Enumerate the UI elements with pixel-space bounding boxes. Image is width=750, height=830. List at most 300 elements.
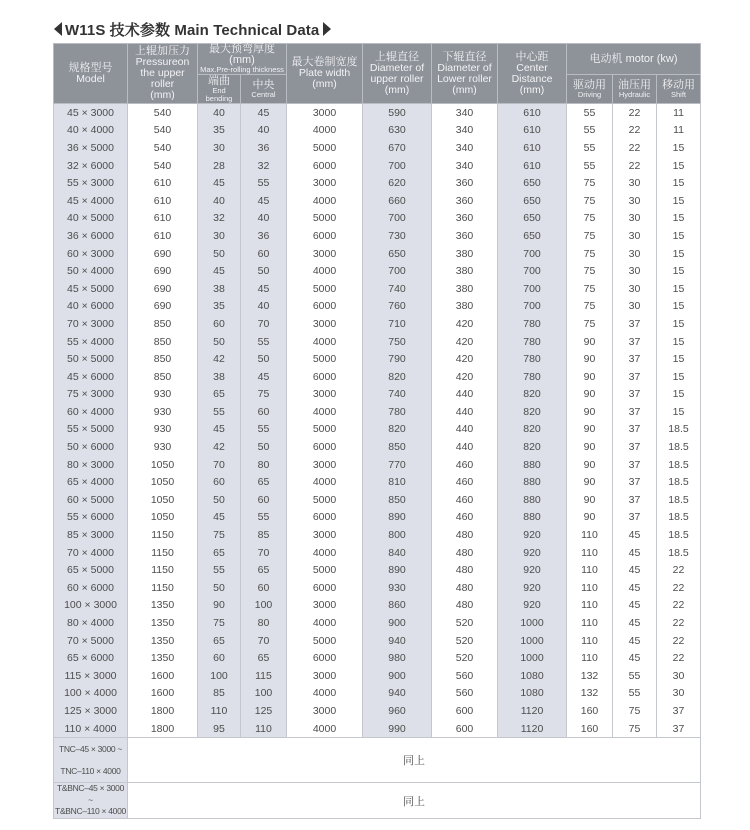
cell-plate-width: 3000 [287, 667, 363, 685]
cell-end-bending: 110 [198, 702, 241, 720]
cell-end-bending: 40 [198, 104, 241, 122]
cell-center-distance: 1000 [498, 614, 567, 632]
cell-pressure: 1600 [128, 685, 198, 703]
cell-end-bending: 60 [198, 473, 241, 491]
cell-central: 40 [241, 210, 287, 228]
cell-central: 110 [241, 720, 287, 738]
cell-central: 60 [241, 245, 287, 263]
cell-upper-diameter: 670 [363, 139, 432, 157]
cell-shift-motor: 18.5 [657, 491, 701, 509]
cell-pressure: 850 [128, 368, 198, 386]
cell-model: 40 × 4000 [54, 122, 128, 140]
cell-driving-motor: 90 [567, 456, 613, 474]
cell-model: 50 × 5000 [54, 350, 128, 368]
cell-lower-diameter: 440 [432, 421, 498, 439]
cell-model: 70 × 5000 [54, 632, 128, 650]
cell-driving-motor: 160 [567, 720, 613, 738]
cell-center-distance: 920 [498, 526, 567, 544]
cell-upper-diameter: 850 [363, 438, 432, 456]
cell-pressure: 930 [128, 438, 198, 456]
cell-pressure: 1350 [128, 614, 198, 632]
cell-shift-motor: 15 [657, 333, 701, 351]
cell-lower-diameter: 460 [432, 473, 498, 491]
cell-central: 40 [241, 298, 287, 316]
header-end-bending: 端曲 End bending [198, 75, 241, 104]
variant-model-to: T&BNC–110 × 4000 [55, 806, 126, 817]
cell-pressure: 1050 [128, 473, 198, 491]
cell-shift-motor: 15 [657, 403, 701, 421]
cell-model: 80 × 3000 [54, 456, 128, 474]
cell-center-distance: 920 [498, 561, 567, 579]
cell-center-distance: 650 [498, 174, 567, 192]
cell-central: 100 [241, 685, 287, 703]
cell-center-distance: 1000 [498, 649, 567, 667]
cell-upper-diameter: 820 [363, 368, 432, 386]
cell-model: 45 × 4000 [54, 192, 128, 210]
cell-pressure: 610 [128, 174, 198, 192]
cell-shift-motor: 37 [657, 720, 701, 738]
cell-center-distance: 920 [498, 597, 567, 615]
cell-model: 36 × 5000 [54, 139, 128, 157]
cell-shift-motor: 18.5 [657, 544, 701, 562]
cell-driving-motor: 110 [567, 649, 613, 667]
cell-central: 50 [241, 438, 287, 456]
table-row [54, 421, 701, 439]
cell-upper-diameter: 820 [363, 421, 432, 439]
cell-shift-motor: 11 [657, 104, 701, 122]
cell-lower-diameter: 480 [432, 579, 498, 597]
cell-shift-motor: 18.5 [657, 421, 701, 439]
cell-center-distance: 820 [498, 438, 567, 456]
cell-plate-width: 3000 [287, 702, 363, 720]
cell-upper-diameter: 940 [363, 632, 432, 650]
table-row [54, 350, 701, 368]
cell-plate-width: 5000 [287, 210, 363, 228]
technical-data-table [53, 43, 701, 819]
cell-upper-diameter: 990 [363, 720, 432, 738]
cell-center-distance: 610 [498, 157, 567, 175]
table-row [54, 210, 701, 228]
cell-end-bending: 75 [198, 614, 241, 632]
cell-shift-motor: 15 [657, 192, 701, 210]
cell-driving-motor: 55 [567, 122, 613, 140]
cell-central: 100 [241, 597, 287, 615]
cell-shift-motor: 18.5 [657, 473, 701, 491]
cell-upper-diameter: 840 [363, 544, 432, 562]
cell-end-bending: 60 [198, 315, 241, 333]
cell-upper-diameter: 930 [363, 579, 432, 597]
table-row [54, 685, 701, 703]
cell-center-distance: 880 [498, 473, 567, 491]
cell-driving-motor: 55 [567, 139, 613, 157]
cell-end-bending: 50 [198, 579, 241, 597]
cell-plate-width: 4000 [287, 333, 363, 351]
cell-pressure: 610 [128, 210, 198, 228]
cell-pressure: 1350 [128, 649, 198, 667]
table-row [54, 667, 701, 685]
cell-pressure: 540 [128, 139, 198, 157]
cell-pressure: 690 [128, 245, 198, 263]
cell-model: 40 × 6000 [54, 298, 128, 316]
table-row [54, 438, 701, 456]
cell-upper-diameter: 750 [363, 333, 432, 351]
cell-hydraulic-motor: 55 [613, 685, 657, 703]
variant-note: 同上 [128, 738, 701, 783]
triangle-left-icon [54, 22, 62, 36]
cell-upper-diameter: 780 [363, 403, 432, 421]
cell-driving-motor: 75 [567, 280, 613, 298]
cell-upper-diameter: 980 [363, 649, 432, 667]
cell-driving-motor: 90 [567, 438, 613, 456]
cell-lower-diameter: 520 [432, 632, 498, 650]
table-row [54, 192, 701, 210]
cell-model: 40 × 5000 [54, 210, 128, 228]
cell-pressure: 1350 [128, 632, 198, 650]
cell-model: 65 × 5000 [54, 561, 128, 579]
cell-plate-width: 6000 [287, 157, 363, 175]
cell-pressure: 610 [128, 192, 198, 210]
cell-lower-diameter: 480 [432, 544, 498, 562]
cell-central: 55 [241, 174, 287, 192]
cell-hydraulic-motor: 37 [613, 315, 657, 333]
cell-lower-diameter: 600 [432, 720, 498, 738]
cell-model: 45 × 5000 [54, 280, 128, 298]
cell-hydraulic-motor: 37 [613, 473, 657, 491]
cell-central: 65 [241, 561, 287, 579]
cell-upper-diameter: 630 [363, 122, 432, 140]
cell-upper-diameter: 850 [363, 491, 432, 509]
cell-hydraulic-motor: 37 [613, 403, 657, 421]
cell-central: 85 [241, 526, 287, 544]
cell-end-bending: 32 [198, 210, 241, 228]
cell-pressure: 540 [128, 122, 198, 140]
cell-central: 75 [241, 386, 287, 404]
cell-driving-motor: 110 [567, 579, 613, 597]
cell-end-bending: 45 [198, 509, 241, 527]
table-row [54, 368, 701, 386]
cell-plate-width: 6000 [287, 368, 363, 386]
cell-model: 125 × 3000 [54, 702, 128, 720]
cell-driving-motor: 132 [567, 667, 613, 685]
cell-model: 70 × 3000 [54, 315, 128, 333]
cell-lower-diameter: 480 [432, 526, 498, 544]
cell-upper-diameter: 730 [363, 227, 432, 245]
cell-hydraulic-motor: 30 [613, 227, 657, 245]
table-row [54, 298, 701, 316]
cell-end-bending: 38 [198, 280, 241, 298]
cell-end-bending: 60 [198, 649, 241, 667]
cell-driving-motor: 90 [567, 403, 613, 421]
cell-end-bending: 38 [198, 368, 241, 386]
cell-lower-diameter: 460 [432, 509, 498, 527]
cell-central: 80 [241, 456, 287, 474]
cell-shift-motor: 18.5 [657, 438, 701, 456]
cell-pressure: 850 [128, 333, 198, 351]
cell-model: 45 × 6000 [54, 368, 128, 386]
cell-central: 50 [241, 350, 287, 368]
cell-plate-width: 3000 [287, 104, 363, 122]
cell-center-distance: 880 [498, 509, 567, 527]
cell-plate-width: 5000 [287, 491, 363, 509]
cell-model: 60 × 5000 [54, 491, 128, 509]
cell-center-distance: 1080 [498, 667, 567, 685]
cell-hydraulic-motor: 75 [613, 702, 657, 720]
cell-lower-diameter: 340 [432, 104, 498, 122]
triangle-right-icon [323, 22, 331, 36]
variant-model-cell [54, 738, 128, 783]
cell-pressure: 1050 [128, 456, 198, 474]
cell-lower-diameter: 380 [432, 245, 498, 263]
cell-hydraulic-motor: 75 [613, 720, 657, 738]
cell-plate-width: 4000 [287, 473, 363, 491]
variant-row [54, 783, 701, 819]
cell-central: 70 [241, 544, 287, 562]
table-row [54, 227, 701, 245]
cell-model: 70 × 4000 [54, 544, 128, 562]
cell-hydraulic-motor: 22 [613, 122, 657, 140]
cell-plate-width: 6000 [287, 579, 363, 597]
cell-shift-motor: 18.5 [657, 456, 701, 474]
cell-driving-motor: 110 [567, 526, 613, 544]
cell-plate-width: 6000 [287, 227, 363, 245]
cell-shift-motor: 15 [657, 210, 701, 228]
table-row [54, 509, 701, 527]
cell-model: 55 × 3000 [54, 174, 128, 192]
cell-driving-motor: 75 [567, 298, 613, 316]
cell-lower-diameter: 600 [432, 702, 498, 720]
cell-end-bending: 90 [198, 597, 241, 615]
cell-hydraulic-motor: 30 [613, 192, 657, 210]
cell-center-distance: 880 [498, 456, 567, 474]
cell-plate-width: 5000 [287, 632, 363, 650]
cell-model: 65 × 6000 [54, 649, 128, 667]
cell-hydraulic-motor: 55 [613, 667, 657, 685]
cell-driving-motor: 160 [567, 702, 613, 720]
cell-central: 60 [241, 403, 287, 421]
cell-lower-diameter: 420 [432, 333, 498, 351]
cell-model: 110 × 4000 [54, 720, 128, 738]
cell-driving-motor: 132 [567, 685, 613, 703]
cell-plate-width: 3000 [287, 245, 363, 263]
cell-shift-motor: 22 [657, 632, 701, 650]
variant-row [54, 738, 701, 783]
cell-pressure: 540 [128, 157, 198, 175]
cell-central: 80 [241, 614, 287, 632]
table-row [54, 702, 701, 720]
cell-plate-width: 3000 [287, 456, 363, 474]
cell-pressure: 1600 [128, 667, 198, 685]
cell-upper-diameter: 770 [363, 456, 432, 474]
cell-hydraulic-motor: 30 [613, 280, 657, 298]
cell-driving-motor: 110 [567, 544, 613, 562]
cell-lower-diameter: 340 [432, 157, 498, 175]
cell-shift-motor: 22 [657, 614, 701, 632]
cell-central: 115 [241, 667, 287, 685]
cell-shift-motor: 15 [657, 280, 701, 298]
cell-driving-motor: 75 [567, 174, 613, 192]
table-row [54, 280, 701, 298]
cell-hydraulic-motor: 22 [613, 157, 657, 175]
cell-lower-diameter: 360 [432, 174, 498, 192]
cell-driving-motor: 90 [567, 509, 613, 527]
cell-central: 60 [241, 579, 287, 597]
cell-center-distance: 880 [498, 491, 567, 509]
cell-pressure: 1150 [128, 526, 198, 544]
cell-central: 45 [241, 192, 287, 210]
cell-pressure: 930 [128, 403, 198, 421]
cell-lower-diameter: 440 [432, 386, 498, 404]
cell-lower-diameter: 380 [432, 280, 498, 298]
cell-center-distance: 820 [498, 403, 567, 421]
cell-end-bending: 85 [198, 685, 241, 703]
cell-pressure: 690 [128, 262, 198, 280]
cell-plate-width: 4000 [287, 614, 363, 632]
cell-hydraulic-motor: 37 [613, 350, 657, 368]
title-text: W11S 技术参数 Main Technical Data [65, 21, 320, 39]
cell-model: 115 × 3000 [54, 667, 128, 685]
cell-plate-width: 6000 [287, 298, 363, 316]
header-shift: 移动用 Shift [657, 75, 701, 104]
cell-hydraulic-motor: 30 [613, 245, 657, 263]
cell-end-bending: 65 [198, 386, 241, 404]
header-upper-diameter: 上辊直径 Diameter of upper roller (mm) [363, 44, 432, 104]
cell-hydraulic-motor: 37 [613, 509, 657, 527]
cell-model: 55 × 6000 [54, 509, 128, 527]
table-row [54, 104, 701, 122]
cell-hydraulic-motor: 30 [613, 210, 657, 228]
cell-shift-motor: 15 [657, 157, 701, 175]
cell-driving-motor: 90 [567, 350, 613, 368]
cell-hydraulic-motor: 37 [613, 368, 657, 386]
cell-model: 65 × 4000 [54, 473, 128, 491]
cell-upper-diameter: 700 [363, 210, 432, 228]
cell-plate-width: 6000 [287, 438, 363, 456]
cell-plate-width: 5000 [287, 561, 363, 579]
cell-shift-motor: 18.5 [657, 509, 701, 527]
cell-hydraulic-motor: 22 [613, 104, 657, 122]
cell-center-distance: 700 [498, 280, 567, 298]
cell-pressure: 1150 [128, 579, 198, 597]
header-lower-diameter: 下辊直径 Diameter of Lower roller (mm) [432, 44, 498, 104]
table-row [54, 386, 701, 404]
cell-driving-motor: 55 [567, 157, 613, 175]
cell-shift-motor: 22 [657, 579, 701, 597]
cell-lower-diameter: 440 [432, 403, 498, 421]
cell-pressure: 1150 [128, 561, 198, 579]
cell-end-bending: 45 [198, 421, 241, 439]
cell-lower-diameter: 340 [432, 139, 498, 157]
cell-shift-motor: 37 [657, 702, 701, 720]
cell-hydraulic-motor: 37 [613, 333, 657, 351]
table-row [54, 579, 701, 597]
cell-driving-motor: 90 [567, 386, 613, 404]
cell-upper-diameter: 800 [363, 526, 432, 544]
table-row [54, 614, 701, 632]
cell-end-bending: 50 [198, 333, 241, 351]
cell-shift-motor: 22 [657, 597, 701, 615]
cell-model: 45 × 3000 [54, 104, 128, 122]
cell-shift-motor: 22 [657, 649, 701, 667]
cell-pressure: 1150 [128, 544, 198, 562]
cell-end-bending: 70 [198, 456, 241, 474]
cell-plate-width: 5000 [287, 280, 363, 298]
table-row [54, 174, 701, 192]
cell-end-bending: 65 [198, 632, 241, 650]
cell-center-distance: 700 [498, 298, 567, 316]
cell-center-distance: 780 [498, 368, 567, 386]
cell-hydraulic-motor: 45 [613, 579, 657, 597]
cell-center-distance: 780 [498, 350, 567, 368]
cell-upper-diameter: 890 [363, 509, 432, 527]
cell-central: 125 [241, 702, 287, 720]
cell-central: 36 [241, 139, 287, 157]
cell-hydraulic-motor: 37 [613, 386, 657, 404]
table-body [54, 104, 701, 738]
table-row [54, 544, 701, 562]
cell-center-distance: 820 [498, 421, 567, 439]
cell-upper-diameter: 890 [363, 561, 432, 579]
cell-end-bending: 65 [198, 544, 241, 562]
cell-plate-width: 4000 [287, 192, 363, 210]
cell-pressure: 610 [128, 227, 198, 245]
cell-hydraulic-motor: 22 [613, 139, 657, 157]
cell-central: 40 [241, 122, 287, 140]
cell-model: 85 × 3000 [54, 526, 128, 544]
cell-lower-diameter: 360 [432, 192, 498, 210]
cell-lower-diameter: 440 [432, 438, 498, 456]
cell-driving-motor: 75 [567, 227, 613, 245]
cell-end-bending: 100 [198, 667, 241, 685]
cell-central: 65 [241, 473, 287, 491]
cell-hydraulic-motor: 37 [613, 456, 657, 474]
cell-pressure: 690 [128, 298, 198, 316]
table-row [54, 333, 701, 351]
cell-driving-motor: 90 [567, 368, 613, 386]
table-row [54, 403, 701, 421]
cell-model: 60 × 4000 [54, 403, 128, 421]
table-row [54, 597, 701, 615]
cell-lower-diameter: 520 [432, 649, 498, 667]
cell-end-bending: 50 [198, 245, 241, 263]
cell-driving-motor: 90 [567, 333, 613, 351]
table-row [54, 561, 701, 579]
cell-upper-diameter: 860 [363, 597, 432, 615]
cell-central: 55 [241, 509, 287, 527]
cell-center-distance: 1120 [498, 720, 567, 738]
cell-central: 65 [241, 649, 287, 667]
cell-upper-diameter: 900 [363, 667, 432, 685]
cell-upper-diameter: 620 [363, 174, 432, 192]
page-title [54, 17, 331, 41]
cell-driving-motor: 90 [567, 473, 613, 491]
cell-end-bending: 30 [198, 227, 241, 245]
cell-upper-diameter: 700 [363, 157, 432, 175]
cell-plate-width: 3000 [287, 597, 363, 615]
cell-end-bending: 28 [198, 157, 241, 175]
cell-upper-diameter: 940 [363, 685, 432, 703]
cell-center-distance: 780 [498, 333, 567, 351]
header-motor: 电动机 motor (kw) [567, 44, 701, 75]
cell-plate-width: 3000 [287, 526, 363, 544]
cell-lower-diameter: 480 [432, 561, 498, 579]
cell-central: 45 [241, 104, 287, 122]
cell-shift-motor: 15 [657, 174, 701, 192]
cell-plate-width: 4000 [287, 262, 363, 280]
variant-note: 同上 [128, 783, 701, 819]
cell-end-bending: 35 [198, 298, 241, 316]
cell-end-bending: 42 [198, 350, 241, 368]
cell-center-distance: 700 [498, 245, 567, 263]
